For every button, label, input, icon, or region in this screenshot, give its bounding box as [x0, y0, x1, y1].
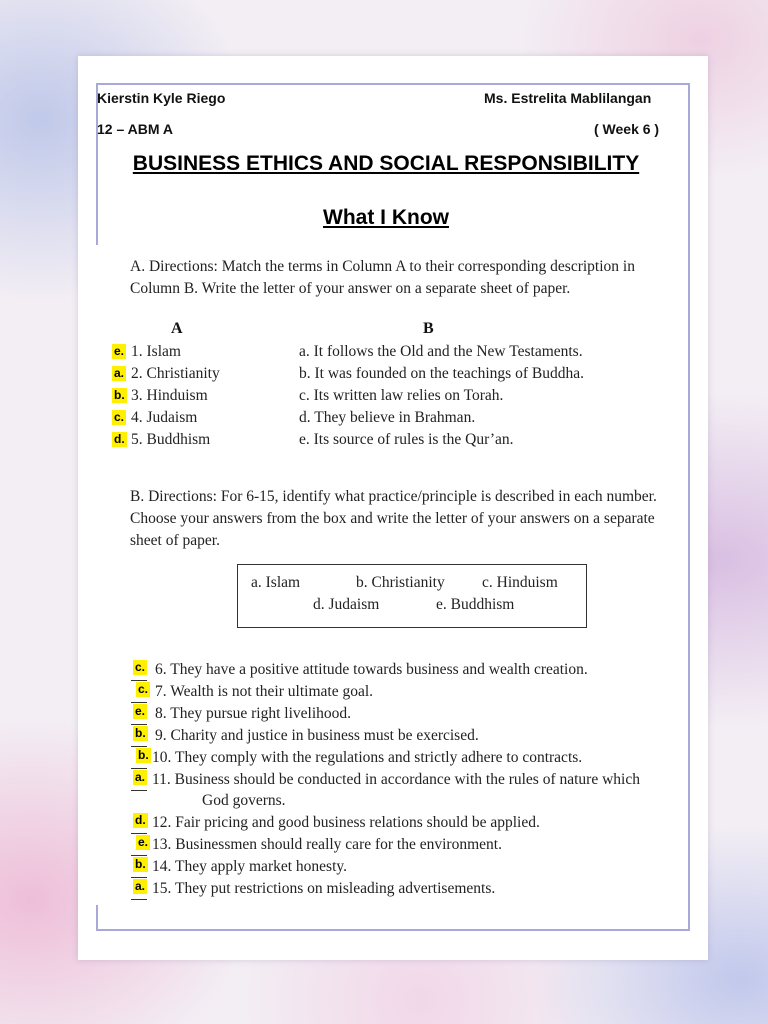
student-name: Kierstin Kyle Riego [97, 90, 226, 106]
item-text: 9. Charity and justice in business must be exercised. [155, 727, 479, 744]
part-b-directions: B. Directions: For 6-15, identify what practice/principle is described in each number. Choose your answers from the box and write the letter of your answers on a separate sheet of paper. [130, 488, 657, 549]
column-a-term: 4. Judaism [131, 409, 198, 426]
column-a-heading: A [171, 320, 183, 337]
column-b-description: c. Its written law relies on Torah. [299, 387, 504, 404]
part-a-answer: e. [114, 344, 125, 358]
part-a-answer: c. [114, 410, 125, 424]
part-a-answer: b. [114, 388, 125, 402]
column-a-term: 3. Hinduism [131, 387, 208, 404]
part-b-answer: b. [135, 857, 146, 871]
column-b-description: a. It follows the Old and the New Testaments. [299, 343, 583, 360]
answer-choices-box [237, 564, 587, 628]
choice-buddhism: e. Buddhism [436, 596, 515, 613]
column-b-heading: B [423, 320, 434, 337]
part-b-answer: d. [135, 813, 146, 827]
part-b-answer: c. [138, 682, 149, 696]
part-b-answer: a. [135, 770, 146, 784]
item-text: 8. They pursue right livelihood. [155, 705, 352, 722]
item-text: 12. Fair pricing and good business relations should be applied. [152, 814, 540, 831]
choice-christianity: b. Christianity [356, 574, 445, 591]
section-label: 12 – ABM A [97, 121, 173, 137]
week-label: ( Week 6 ) [594, 121, 660, 137]
section-title: What I Know [323, 206, 449, 229]
column-b-description: e. Its source of rules is the Qur’an. [299, 431, 514, 448]
choice-judaism: d. Judaism [313, 596, 380, 613]
choice-islam: a. Islam [251, 574, 301, 591]
column-b-description: b. It was founded on the teachings of Buddha. [299, 365, 584, 382]
part-b-answer: a. [135, 879, 146, 893]
part-b-answer: e. [138, 835, 149, 849]
item-text: 6. They have a positive attitude towards business and wealth creation. [155, 661, 588, 678]
item-text: 10. They comply with the regulations and strictly adhere to contracts. [152, 749, 583, 766]
document-title: BUSINESS ETHICS AND SOCIAL RESPONSIBILITY [132, 152, 640, 175]
item-text: 13. Businessmen should really care for the environment. [152, 836, 502, 853]
part-a-directions: A. Directions: Match the terms in Column A to their corresponding description in Column B. Write the letter of your answer on a separate sheet of paper. [130, 258, 635, 297]
part-b-answer: b. [135, 726, 146, 740]
item-text: 7. Wealth is not their ultimate goal. [155, 683, 374, 700]
choice-hinduism: c. Hinduism [482, 574, 558, 591]
part-b-answer: c. [135, 660, 146, 674]
teacher-name: Ms. Estrelita Mablilangan [484, 90, 652, 106]
item-text: 15. They put restrictions on misleading advertisements. [152, 880, 496, 897]
column-a-term: 1. Islam [131, 343, 181, 360]
column-a-term: 2. Christianity [131, 365, 220, 382]
column-a-term: 5. Buddhism [131, 431, 211, 448]
part-b-answer: b. [138, 748, 149, 762]
part-a-answer: a. [114, 366, 125, 380]
column-b-description: d. They believe in Brahman. [299, 409, 476, 426]
item-text-continued: God governs. [202, 792, 286, 809]
item-text: 11. Business should be conducted in accordance with the rules of nature which [152, 771, 640, 788]
border-gap [94, 245, 100, 905]
part-a-answer: d. [114, 432, 125, 446]
part-b-answer: e. [135, 704, 146, 718]
item-text: 14. They apply market honesty. [152, 858, 347, 875]
